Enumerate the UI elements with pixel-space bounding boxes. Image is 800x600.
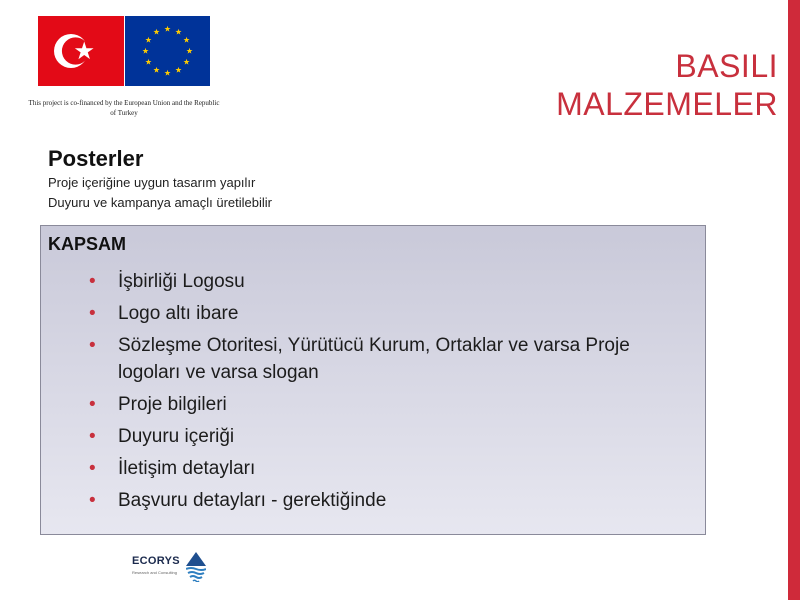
list-item [89,300,679,327]
bullet-icon: • [89,458,96,479]
ecorys-logo-tagline: Research and Consulting [132,570,177,575]
turkey-flag-icon [38,16,124,86]
section-line-1: Proje içeriğine uygun tasarım yapılır [48,175,256,190]
list-item [89,391,679,418]
list-item-text: Logo altı ibare [118,303,239,324]
bullet-icon: • [89,271,96,292]
list-item [89,455,679,482]
section-heading: Posterler [48,146,144,171]
scope-list [89,268,679,519]
slide-title [478,47,778,123]
list-item-text: İşbirliği Logosu [118,271,245,292]
list-item-text: Sözleşme Otoritesi, Yürütücü Kurum, Ortaklar ve varsa Proje logoları ve varsa slogan [118,335,630,383]
right-accent-bar [788,0,800,600]
ecorys-logo [132,552,212,584]
triangle-wave-icon [186,552,206,582]
list-item [89,423,679,450]
list-item [89,332,679,386]
ecorys-logo-name: ECORYS [132,555,180,567]
scope-box [40,225,706,535]
slide-title-line-2: MALZEMELER [556,86,778,122]
scope-box-title: KAPSAM [48,234,127,254]
list-item-text: Duyuru içeriği [118,426,235,447]
bullet-icon: • [89,426,96,447]
list-item-text: Proje bilgileri [118,394,227,415]
posters-section [48,145,448,213]
slide-title-line-1: BASILI [675,48,778,84]
bullet-icon: • [89,303,96,324]
list-item-text: İletişim detayları [118,458,256,479]
bullet-icon: • [89,335,96,356]
section-line-2: Duyuru ve kampanya amaçlı üretilebilir [48,195,272,210]
list-item-text: Başvuru detayları - gerektiğinde [118,490,387,511]
list-item [89,487,679,514]
eu-flag-icon [125,16,210,86]
cofinance-note: This project is co-financed by the European Union and the Republic of Turkey [28,99,220,117]
bullet-icon: • [89,490,96,511]
bullet-icon: • [89,394,96,415]
list-item [89,268,679,295]
